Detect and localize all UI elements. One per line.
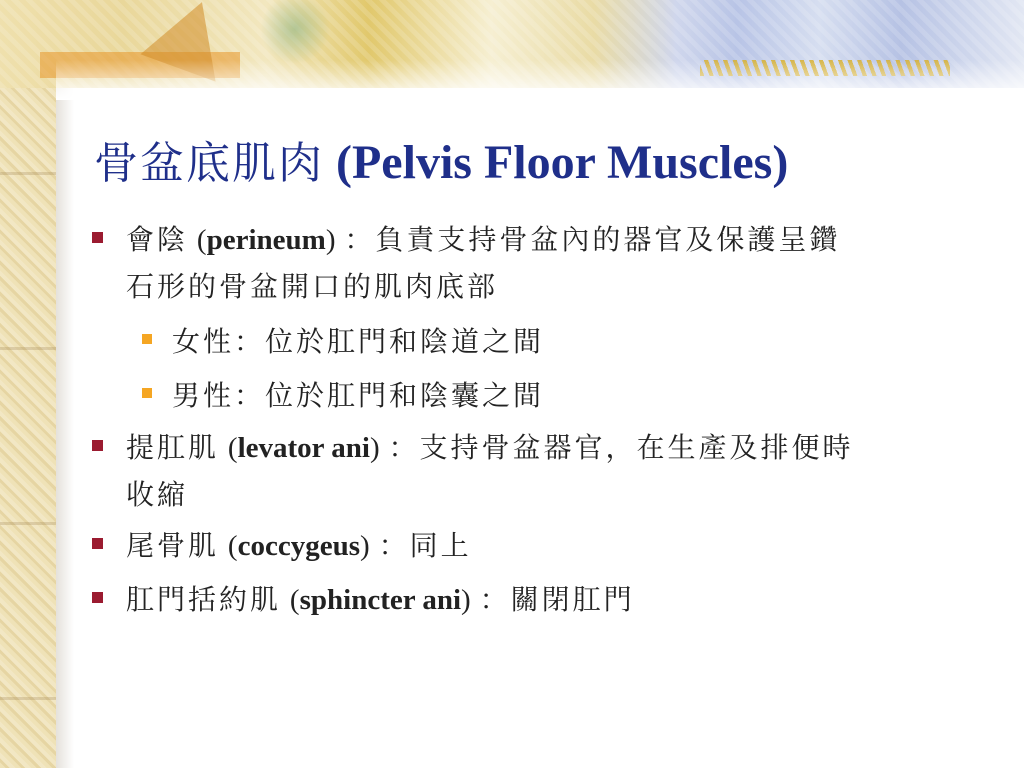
bullet-marker — [92, 538, 103, 549]
bullet-marker — [92, 232, 103, 243]
sub-bullet-text: 女性：位於肛門和陰道之間 — [172, 325, 545, 358]
bullet-english-term: levator ani — [237, 432, 370, 464]
bullet-marker — [92, 592, 103, 603]
bullet-description: ：同上 — [378, 529, 472, 562]
bullet-description-continued: 石形的骨盆開口的肌肉底部 — [126, 270, 499, 303]
bullet-chinese-term: 提肛肌 — [126, 431, 220, 464]
slide-title — [94, 128, 994, 198]
paren-open: ( — [227, 530, 238, 562]
title-chinese: 骨盆底肌肉 — [94, 138, 324, 189]
paren-close: ) — [369, 432, 380, 464]
title-english: (Pelvis Floor Muscles) — [336, 136, 789, 189]
bullet-english-term: coccygeus — [237, 530, 360, 562]
bullet-chinese-term: 肛門括約肌 — [126, 583, 282, 616]
bullet-description: ：支持骨盆器官，在生產及排便時 — [388, 431, 854, 464]
bullet-description: ：關閉肛門 — [479, 583, 635, 616]
bullet-chinese-term: 尾骨肌 — [126, 529, 220, 562]
foliage-decoration — [260, 0, 330, 64]
paren-close: ) — [360, 530, 370, 562]
bullet-english-term: perineum — [206, 224, 326, 256]
bullet-chinese-term: 會陰 — [126, 223, 189, 256]
paren-open: ( — [227, 432, 238, 464]
paren-close: ) — [461, 584, 471, 616]
sub-bullet-marker — [142, 388, 152, 398]
paren-open: ( — [289, 584, 300, 616]
bullet-description-continued: 收縮 — [126, 478, 189, 511]
sub-bullet-marker — [142, 334, 152, 344]
bullet-english-term: sphincter ani — [299, 584, 462, 616]
paren-close: ) — [325, 224, 336, 256]
sub-bullet-text: 男性：位於肛門和陰囊之間 — [172, 379, 545, 412]
bullet-marker — [92, 440, 103, 451]
bullet-description: ：負責支持骨盆內的器官及保護呈鑽 — [344, 223, 841, 256]
paren-open: ( — [196, 224, 207, 256]
background-left-strip — [0, 0, 56, 768]
background-top-fade — [56, 60, 1024, 100]
background-left-shade — [56, 0, 74, 768]
